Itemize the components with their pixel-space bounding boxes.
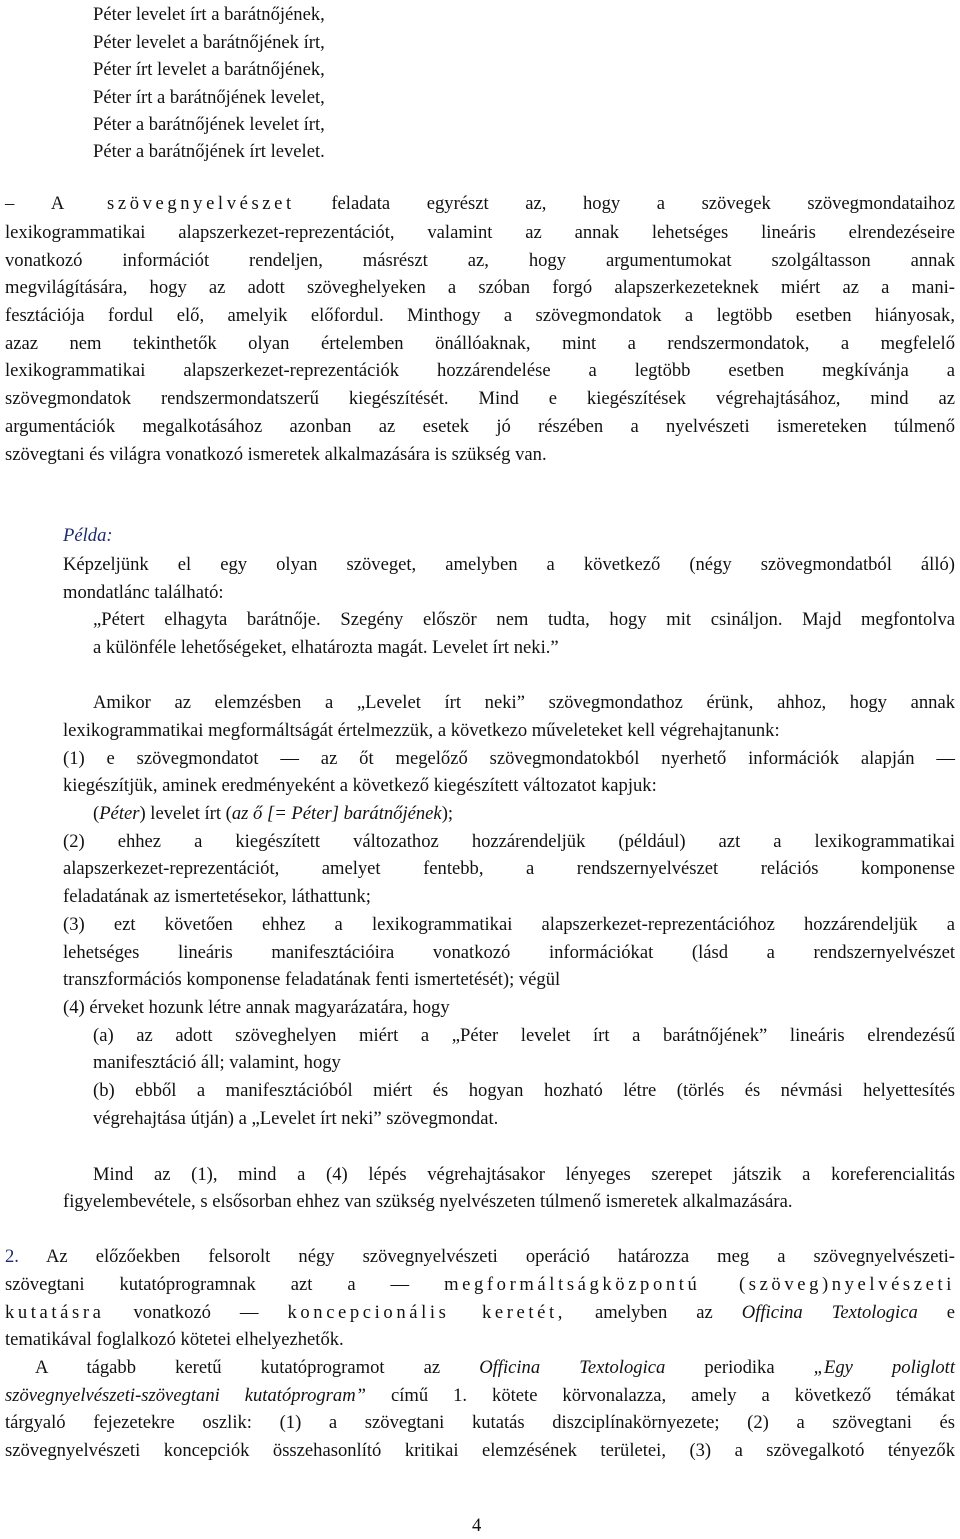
spaced-term: A szövegnyelvészet (50, 193, 295, 214)
step-3-line: transzformációs komponense feladatának fenti ismertetését); végül (63, 969, 561, 990)
section-2-line: tematikával foglalkozó kötetei elhelyezhetők. (5, 1329, 344, 1350)
paragraph-line: argumentációk megalkotásához azonban az esetek jó részében a nyelvészeti ismereteken túlmenő (5, 416, 955, 437)
example-label: Példa: (63, 525, 113, 546)
variant-line: Péter a barátnőjének levelet írt, (93, 114, 325, 135)
section-number: 2. (5, 1246, 19, 1267)
section-2-p2-line: tárgyaló fejezetekre oszlik: (1) a szövegtani kutatás diszciplínakörnyezete; (2) a szövegtani és (5, 1412, 955, 1433)
variant-line: Péter a barátnőjének írt levelet. (93, 141, 325, 162)
step-1-result: (Péter) levelet írt (az ő [= Péter] barátnőjének); (93, 803, 454, 824)
step-4b-line: végrehajtása útján) a „Levelet írt neki” szövegmondat. (93, 1108, 499, 1129)
paragraph-line: fesztációja fordul elő, amelyik előfordul. Minthogy a szövegmondatok a legtöbb esetben hiányosak, (5, 305, 955, 326)
step-4-line: (4) érveket hozunk létre annak magyarázatára, hogy (63, 997, 450, 1018)
step-2-line: feladatának az ismertetésekor, láthattunk; (63, 886, 371, 907)
step-3-line: (3) ezt követően ehhez a lexikogrammatikai alapszerkezet-reprezentációhoz hozzárendeljük a (63, 914, 955, 935)
step-2-line: (2) ehhez a kiegészített változathoz hozzárendeljük (például) azt a lexikogrammatikai (63, 831, 955, 852)
step-4a-line: manifesztáció áll; valamint, hogy (93, 1052, 341, 1073)
example-quote-line: „Pétert elhagyta barátnője. Szegény először nem tudta, hogy mit csináljon. Majd megfontolva (93, 609, 955, 630)
paragraph-line: szövegmondatok rendszermondatszerű kiegészítését. Mind e kiegészítések végrehajtásához, mind az (5, 388, 955, 409)
paragraph-line: megvilágítására, hogy az adott szöveghelyeken a szóban forgó alapszerkezeteknek miért az a mani- (5, 277, 955, 298)
step-2-line: alapszerkezet-reprezentációt, amelyet fentebb, a rendszernyelvészet relációs komponense (63, 858, 955, 879)
section-2-line: kutatásra vonatkozó — koncepcionális keretét, amelyben az Officina Textologica e (5, 1302, 956, 1323)
section-2-line: szövegtani kutatóprogramnak azt a — megformáltságközpontú (szöveg)nyelvészeti (5, 1274, 955, 1295)
section-2-p2-line: szövegnyelvészeti-szövegtani kutatóprogram” című 1. kötete körvonalazza, amely a következő témákat (5, 1385, 956, 1406)
analysis-line: Amikor az elemzésben a „Levelet írt neki” szövegmondathoz érünk, ahhoz, hogy annak (93, 692, 955, 713)
step-1-line: kiegészítjük, aminek eredményeként a következő kiegészített változatot kapjuk: (63, 775, 657, 796)
variant-line: Péter levelet a barátnőjének írt, (93, 32, 325, 53)
closing-line: Mind az (1), mind a (4) lépés végrehajtásakor lényeges szerepet játszik a koreferencialitás (93, 1164, 955, 1185)
dash: – (5, 193, 15, 214)
section-2-line: 2. Az előzőekben felsorolt négy szövegnyelvészeti operáció határozza meg a szövegnyelvészeti- (5, 1246, 955, 1267)
example-intro-line: mondatlánc található: (63, 582, 224, 603)
step-1-line: (1) e szövegmondatot — az őt megelőző szövegmondatokból nyerhető információk alapján — (63, 748, 955, 769)
paragraph-line: vonatkozó információt rendeljen, másrészt az, hogy argumentumokat szolgáltasson annak (5, 250, 955, 271)
page-number: 4 (472, 1515, 482, 1536)
section-2-p2-line: szövegnyelvészeti koncepciók összehasonlító kritikai elemzésének területei, (3) a szövegalkotó tényezők (5, 1440, 955, 1461)
variant-line: Péter írt levelet a barátnőjének, (93, 59, 325, 80)
paragraph-line: szövegtani és világra vonatkozó ismeretek alkalmazására is szükség van. (5, 444, 547, 465)
variant-line: Péter írt a barátnőjének levelet, (93, 87, 325, 108)
step-4b-line: (b) ebből a manifesztációból miért és hogyan hozható létre (törlés és névmási helyettesítés (93, 1080, 955, 1101)
variant-line: Péter levelet írt a barátnőjének, (93, 4, 325, 25)
step-3-line: lehetséges lineáris manifesztációira vonatkozó információkat (lásd a rendszernyelvészet (63, 942, 955, 963)
step-4a-line: (a) az adott szöveghelyen miért a „Péter levelet írt a barátnőjének” lineáris elrendezésű (93, 1025, 955, 1046)
example-quote-line: a különféle lehetőségeket, elhatározta magát. Levelet írt neki.” (93, 637, 559, 658)
paragraph-line: lexikogrammatikai alapszerkezet-reprezentációt, valamint az annak lehetséges lineáris elrendezéseire (5, 222, 955, 243)
paragraph-line: – A szövegnyelvészet feladata egyrészt az, hogy a szövegek szövegmondataihoz (5, 193, 955, 214)
paragraph-line: lexikogrammatikai alapszerkezet-reprezentációk hozzárendelése a legtöbb esetben megkívánja a (5, 360, 955, 381)
paragraph-line: azaz nem tekinthetők olyan értelemben önállóaknak, mint a rendszermondatok, a megfelelő (5, 333, 955, 354)
analysis-line: lexikogrammatikai megformáltságát értelmezzük, a következo műveleteket kell végrehajtanunk: (63, 720, 780, 741)
example-intro-line: Képzeljünk el egy olyan szöveget, amelyben a következő (négy szövegmondatból álló) (63, 554, 955, 575)
section-2-p2-line: A tágabb keretű kutatóprogramot az Officina Textologica periodika „Egy poliglott (35, 1357, 956, 1378)
closing-line: figyelembevétele, s elsősorban ehhez van szükség nyelvészeten túlmenő ismeretek alkalmazására. (63, 1191, 793, 1212)
